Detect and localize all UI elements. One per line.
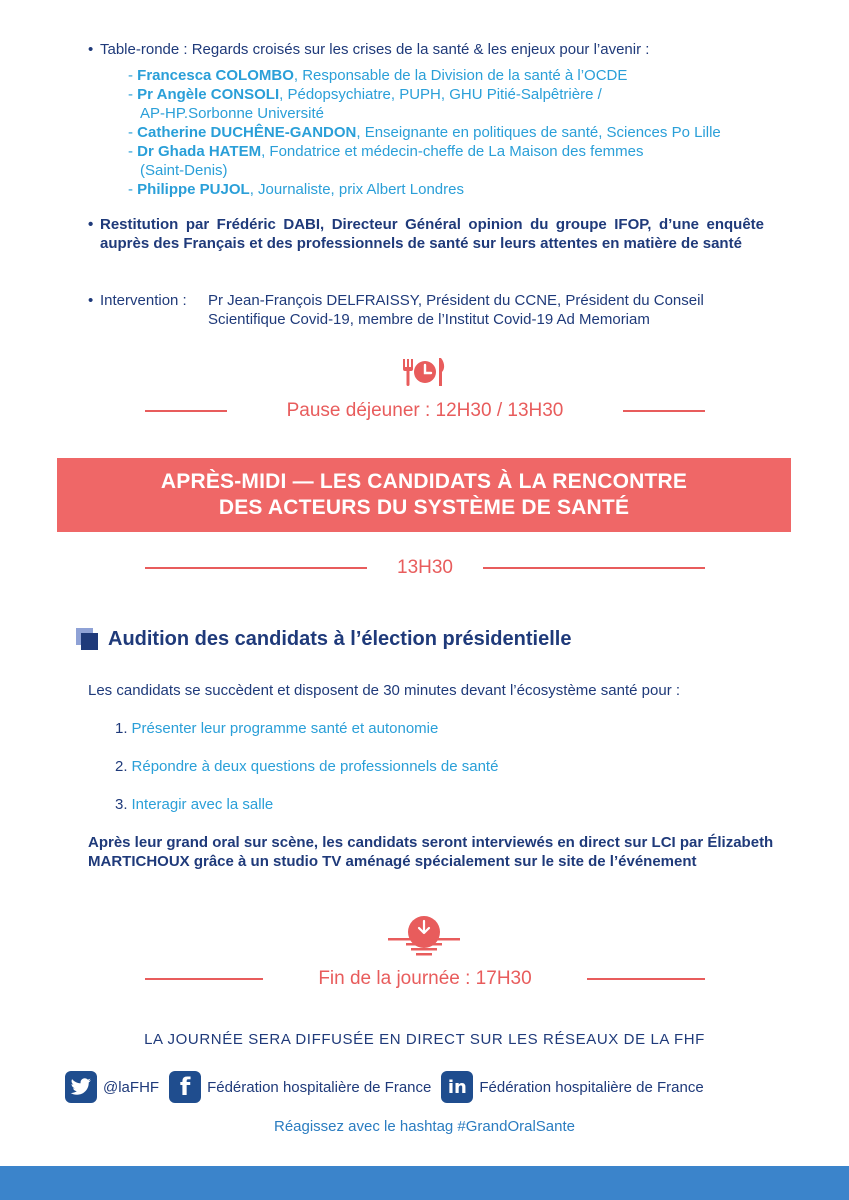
step-text: Répondre à deux questions de professionnels de santé: [131, 758, 499, 775]
speaker-item: [128, 180, 788, 199]
speaker-desc: , Pédopsychiatre, PUPH, GHU Pitié-Salpêtrière /: [279, 86, 602, 103]
intervention-desc: , Président du CCNE, Président du Conseil: [417, 292, 704, 309]
speaker-dash: -: [128, 67, 138, 84]
step-item: [115, 758, 498, 775]
speaker-desc: , Enseignante en politiques de santé, Sciences Po Lille: [356, 124, 721, 141]
speaker-desc: , Responsable de la Division de la santé à l’OCDE: [293, 67, 628, 84]
sunset-icon: [388, 912, 460, 965]
separator-line: [145, 567, 367, 569]
lunch-clock-icon: [401, 355, 447, 394]
step-item: [115, 796, 273, 813]
square-bullet-icon: [76, 628, 98, 650]
step-text: Présenter leur programme santé et autonomie: [131, 720, 439, 737]
speaker-name: Dr Ghada HATEM: [137, 143, 262, 160]
speaker-desc: , Fondatrice et médecin-cheffe de La Maison des femmes: [261, 143, 644, 160]
audition-intro: Les candidats se succèdent et disposent de 30 minutes devant l’écosystème santé pour :: [88, 682, 681, 699]
interview-note: Après leur grand oral sur scène, les candidats seront interviewés en direct sur LCI par Élizabeth MARTICHOUX grâce à un studio TV aménagé spécialement sur le site de l’événement: [88, 834, 774, 870]
speaker-dash: -: [128, 143, 138, 160]
pause-text: Pause déjeuner : 12H30 / 13H30: [286, 400, 564, 421]
speaker-name: Francesca COLOMBO: [137, 67, 294, 84]
speaker-name: Pr Angèle CONSOLI: [137, 86, 280, 103]
afternoon-banner: [57, 458, 791, 532]
end-text: Fin de la journée : 17H30: [318, 968, 532, 989]
speaker-dash: -: [128, 124, 138, 141]
live-broadcast-notice: LA JOURNÉE SERA DIFFUSÉE EN DIRECT SUR LES RÉSEAUX DE LA FHF: [144, 1031, 705, 1048]
twitter-icon[interactable]: [65, 1071, 97, 1103]
linkedin-label[interactable]: Fédération hospitalière de France: [479, 1078, 704, 1096]
speaker-dash: -: [128, 181, 138, 198]
intervention-desc-cont: Scientifique Covid-19, membre de l’Institut Covid-19 Ad Memoriam: [208, 311, 650, 328]
restitution-text: Restitution par Frédéric DABI, Directeur Général opinion du groupe IFOP, d’une enquête auprès des Français et des professionnels de santé sur leurs attentes en matière de santé: [100, 216, 764, 252]
section-heading: [76, 626, 571, 652]
banner-line-1: APRÈS-MIDI — LES CANDIDATS À LA RENCONTRE: [160, 470, 688, 493]
separator-line: [145, 978, 263, 980]
intervention-item: [88, 291, 778, 329]
facebook-label[interactable]: Fédération hospitalière de France: [207, 1078, 432, 1096]
step-text: Interagir avec la salle: [131, 796, 274, 813]
speakers-list: [128, 66, 788, 199]
speaker-desc-cont: (Saint-Denis): [140, 162, 228, 179]
speaker-item: [128, 66, 788, 85]
section-title: Audition des candidats à l’élection présidentielle: [108, 627, 572, 650]
speaker-item: [128, 142, 788, 180]
intervention-name: Pr Jean-François DELFRAISSY: [208, 292, 418, 309]
bullet-dot: •: [88, 41, 94, 58]
step-number: 3.: [115, 796, 128, 813]
pause-separator: [145, 396, 705, 426]
banner-line-2: DES ACTEURS DU SYSTÈME DE SANTÉ: [218, 496, 630, 519]
bottom-bar: [0, 1166, 849, 1200]
bullet-dot: •: [88, 292, 94, 309]
social-links: [65, 1070, 714, 1104]
twitter-handle[interactable]: @laFHF: [103, 1078, 160, 1096]
speaker-dash: -: [128, 86, 138, 103]
speaker-name: Philippe PUJOL: [137, 181, 250, 198]
table-ronde-item: [88, 40, 768, 59]
end-separator: [145, 964, 705, 994]
time-text: 13H30: [397, 557, 453, 578]
intervention-label: Intervention :: [100, 292, 187, 309]
speaker-item: [128, 123, 788, 142]
step-number: 1.: [115, 720, 128, 737]
hashtag-text: Réagissez avec le hashtag #GrandOralSante: [273, 1118, 575, 1135]
restitution-item: [88, 215, 764, 253]
facebook-icon[interactable]: f: [169, 1071, 201, 1103]
table-ronde-text: Table-ronde : Regards croisés sur les crises de la santé & les enjeux pour l’avenir :: [100, 41, 650, 58]
bullet-dot: •: [88, 216, 94, 233]
separator-line: [587, 978, 705, 980]
speaker-item: [128, 85, 788, 123]
separator-line: [483, 567, 705, 569]
speaker-desc: , Journaliste, prix Albert Londres: [249, 181, 464, 198]
step-item: [115, 720, 438, 737]
separator-line: [145, 410, 227, 412]
speaker-desc-cont: AP-HP.Sorbonne Université: [140, 105, 324, 122]
step-number: 2.: [115, 758, 128, 775]
speaker-name: Catherine DUCHÊNE-GANDON: [137, 124, 357, 141]
linkedin-icon[interactable]: in: [441, 1071, 473, 1103]
separator-line: [623, 410, 705, 412]
time-separator: [145, 553, 705, 583]
